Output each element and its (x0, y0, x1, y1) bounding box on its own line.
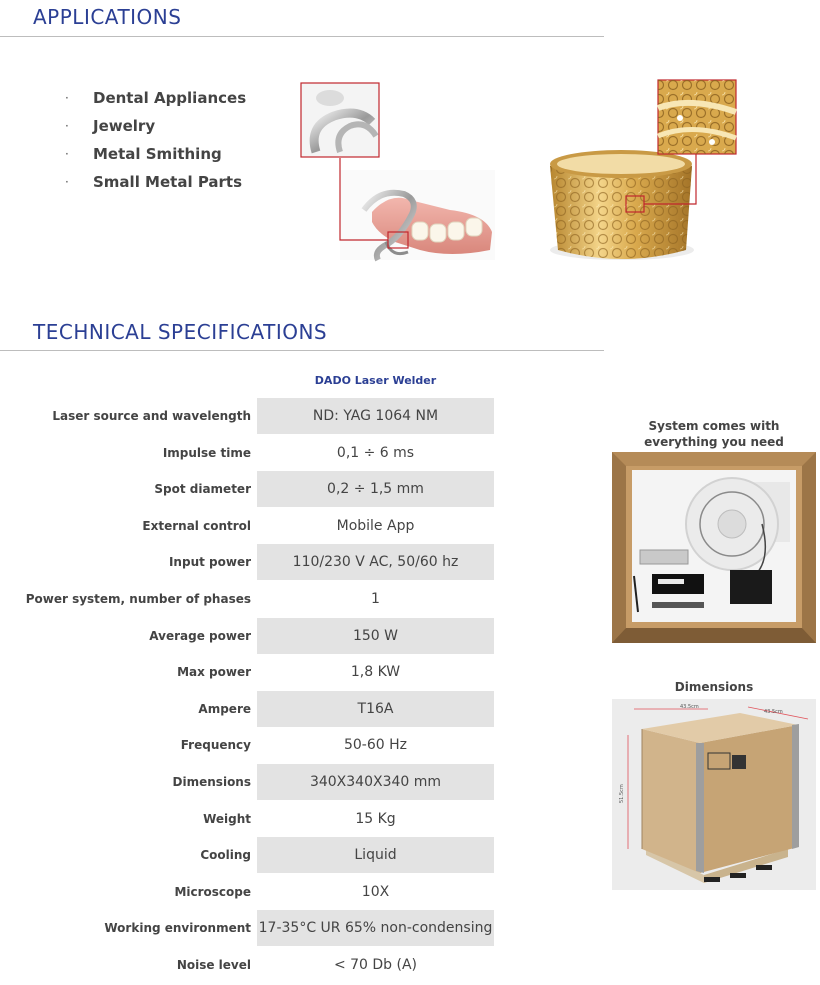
table-row (0, 764, 500, 801)
spec-value: 1 (371, 590, 380, 607)
list-item: · Small Metal Parts (62, 170, 246, 198)
list-item: · Jewelry (62, 114, 246, 142)
spec-value: 150 W (257, 618, 494, 654)
spec-value: 0,1 ÷ 6 ms (336, 444, 415, 461)
table-row (0, 435, 500, 472)
spec-value: 15 Kg (355, 810, 396, 827)
spec-value: 340X340X340 mm (257, 764, 494, 800)
spec-label: External control (142, 518, 251, 533)
spec-label: Spot diameter (154, 482, 251, 497)
table-row (0, 581, 500, 618)
spec-value: 110/230 V AC, 50/60 hz (257, 544, 494, 580)
height-dimension-label: 51.5cm (619, 784, 625, 803)
spec-value: 0,2 ÷ 1,5 mm (257, 471, 494, 507)
list-item: · Metal Smithing (62, 142, 246, 170)
table-row (0, 910, 500, 947)
spec-value: 17-35°C UR 65% non-condensing (257, 910, 494, 946)
table-row (0, 874, 500, 911)
spec-label: Max power (177, 665, 251, 680)
spec-label: Noise level (176, 957, 251, 972)
spec-label: Impulse time (162, 445, 251, 460)
list-item: · Dental Appliances (62, 86, 246, 114)
table-row (0, 837, 500, 874)
specs-title: TECHNICAL SPECIFICATIONS (33, 320, 328, 344)
spec-value: 10X (361, 883, 390, 900)
table-row (0, 544, 500, 581)
spec-label: Average power (149, 628, 251, 643)
spec-label: Power system, number of phases (25, 591, 251, 606)
spec-label: Input power (168, 555, 251, 570)
shipping-crate-image (612, 699, 816, 890)
spec-value: 1,8 KW (350, 664, 401, 681)
width-dimension-label: 43.5cm (680, 704, 699, 710)
spec-label: Laser source and wavelength (52, 409, 251, 423)
bullet-icon: · (65, 175, 69, 189)
package-contents-image (612, 452, 816, 643)
dental-appliance-image (300, 82, 500, 262)
bullet-icon: · (65, 119, 69, 133)
spec-value: 50-60 Hz (343, 737, 407, 754)
table-row (0, 618, 500, 655)
product-name-header: DADO Laser Welder (314, 374, 437, 387)
spec-label: Working environment (104, 921, 251, 936)
spec-value: Mobile App (336, 517, 415, 534)
spec-value: < 70 Db (A) (333, 956, 418, 973)
spec-value: ND: YAG 1064 NM (257, 398, 494, 434)
spec-value: T16A (257, 691, 494, 727)
depth-dimension-label: 43.5cm (764, 709, 783, 715)
table-row (0, 471, 500, 508)
spec-label: Cooling (200, 848, 251, 863)
spec-label: Weight (203, 811, 251, 826)
spec-label: Microscope (174, 884, 251, 899)
specs-divider (0, 350, 604, 351)
spec-label: Ampere (198, 701, 251, 716)
table-row (0, 947, 500, 984)
applications-divider (0, 36, 604, 37)
table-row (0, 691, 500, 728)
table-row (0, 654, 500, 691)
applications-title: APPLICATIONS (33, 5, 182, 29)
bullet-icon: · (65, 147, 69, 161)
spec-label: Dimensions (172, 774, 251, 789)
bullet-icon: · (65, 91, 69, 105)
table-row (0, 727, 500, 764)
applications-list (62, 86, 246, 198)
package-caption: System comes with everything you need (644, 419, 784, 449)
spec-table (0, 398, 500, 984)
dimensions-caption: Dimensions (674, 680, 754, 694)
table-row (0, 508, 500, 545)
table-row (0, 801, 500, 838)
spec-value: Liquid (257, 837, 494, 873)
table-row (0, 398, 500, 435)
spec-label: Frequency (180, 738, 251, 753)
jewelry-bracelet-image (540, 78, 740, 268)
